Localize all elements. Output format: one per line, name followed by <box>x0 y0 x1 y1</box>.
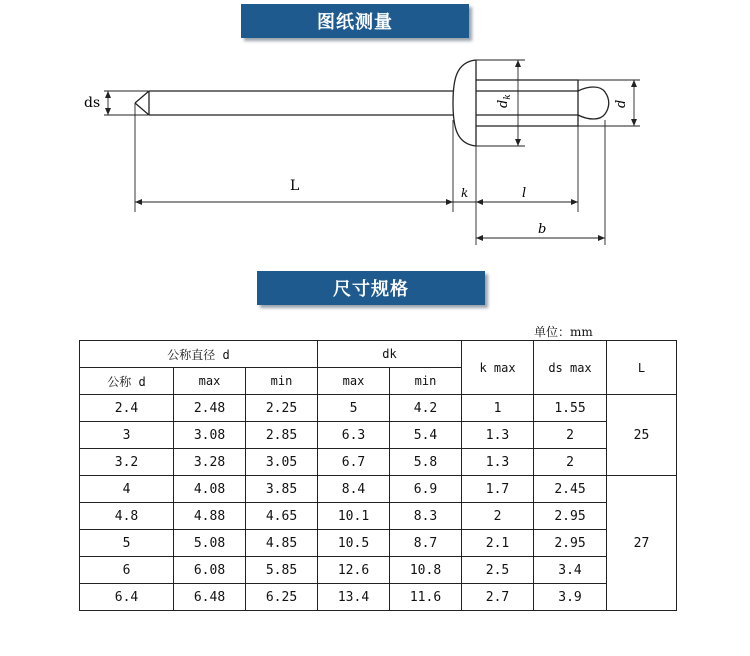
k-label: k <box>461 186 469 200</box>
header-d-min: min <box>246 368 318 395</box>
cell-dk-min: 10.8 <box>390 557 462 584</box>
rivet-dimension-drawing <box>0 40 750 260</box>
cell-k-max: 1.3 <box>462 422 534 449</box>
cell-d: 4.8 <box>80 503 174 530</box>
spec-section-banner <box>257 271 485 305</box>
cell-dk-min: 5.8 <box>390 449 462 476</box>
cell-d: 6 <box>80 557 174 584</box>
spec-section-title: 尺寸规格 <box>333 279 409 300</box>
cell-dk-min: 8.3 <box>390 503 462 530</box>
cell-ds-max: 3.4 <box>534 557 607 584</box>
cell-dk-min: 5.4 <box>390 422 462 449</box>
rivet-head <box>453 60 476 146</box>
cell-ds-max: 2.45 <box>534 476 607 503</box>
mandrel-shaft <box>135 91 453 115</box>
table-row <box>80 476 677 503</box>
cell-d-max: 3.28 <box>174 449 246 476</box>
ds-label: ds <box>84 95 101 111</box>
header-L: L <box>607 341 677 395</box>
table-row <box>80 503 677 530</box>
cell-k-max: 2 <box>462 503 534 530</box>
cell-ds-max: 2 <box>534 449 607 476</box>
header-dk-max: max <box>318 368 390 395</box>
header-ds-max: ds max <box>534 341 607 395</box>
cell-dk-max: 6.3 <box>318 422 390 449</box>
cell-d: 3 <box>80 422 174 449</box>
cell-k-max: 1 <box>462 395 534 422</box>
cell-d-min: 2.85 <box>246 422 318 449</box>
cell-d-max: 4.08 <box>174 476 246 503</box>
cell-dk-max: 8.4 <box>318 476 390 503</box>
cell-d-max: 4.88 <box>174 503 246 530</box>
cell-dk-max: 5 <box>318 395 390 422</box>
cell-k-max: 2.1 <box>462 530 534 557</box>
cell-k-max: 2.5 <box>462 557 534 584</box>
cell-d-max: 5.08 <box>174 530 246 557</box>
cell-d: 2.4 <box>80 395 174 422</box>
drawing-section-banner <box>241 4 469 38</box>
cell-dk-max: 13.4 <box>318 584 390 611</box>
cell-k-max: 1.7 <box>462 476 534 503</box>
cell-d-min: 5.85 <box>246 557 318 584</box>
cell-dk-min: 11.6 <box>390 584 462 611</box>
dk-label: $d_k$ <box>496 94 513 108</box>
cell-k-max: 1.3 <box>462 449 534 476</box>
cell-d-max: 6.08 <box>174 557 246 584</box>
table-row <box>80 395 677 422</box>
spec-table <box>79 340 677 611</box>
cell-d-max: 6.48 <box>174 584 246 611</box>
L-label: L <box>290 178 300 194</box>
unit-label: 单位：mm <box>534 325 593 339</box>
cell-d-min: 4.65 <box>246 503 318 530</box>
header-d-group: 公称直径 d <box>80 341 318 368</box>
cell-ds-max: 2 <box>534 422 607 449</box>
cell-dk-max: 12.6 <box>318 557 390 584</box>
table-row <box>80 584 677 611</box>
cell-ds-max: 2.95 <box>534 503 607 530</box>
cell-dk-min: 6.9 <box>390 476 462 503</box>
mandrel-head <box>578 87 609 119</box>
cell-dk-min: 8.7 <box>390 530 462 557</box>
table-header-row <box>80 341 677 368</box>
cell-L-group-2: 27 <box>607 476 677 611</box>
cell-L-group-1: 25 <box>607 395 677 476</box>
cell-d: 5 <box>80 530 174 557</box>
cell-dk-min: 4.2 <box>390 395 462 422</box>
b-label: b <box>538 222 547 237</box>
cell-d-max: 3.08 <box>174 422 246 449</box>
cell-d-min: 6.25 <box>246 584 318 611</box>
cell-d-min: 2.25 <box>246 395 318 422</box>
cell-d: 3.2 <box>80 449 174 476</box>
table-row <box>80 557 677 584</box>
cell-d-max: 2.48 <box>174 395 246 422</box>
cell-k-max: 2.7 <box>462 584 534 611</box>
cell-d-min: 4.85 <box>246 530 318 557</box>
header-nominal-d: 公称 d <box>80 368 174 395</box>
header-d-max: max <box>174 368 246 395</box>
d-label: d <box>614 99 629 108</box>
table-row <box>80 449 677 476</box>
l-label: l <box>522 186 527 201</box>
cell-dk-max: 10.5 <box>318 530 390 557</box>
cell-ds-max: 1.55 <box>534 395 607 422</box>
cell-ds-max: 2.95 <box>534 530 607 557</box>
cell-dk-max: 6.7 <box>318 449 390 476</box>
cell-d-min: 3.85 <box>246 476 318 503</box>
cell-d: 6.4 <box>80 584 174 611</box>
rivet-body <box>476 80 578 126</box>
header-dk-min: min <box>390 368 462 395</box>
cell-d-min: 3.05 <box>246 449 318 476</box>
header-k-max: k max <box>462 341 534 395</box>
table-row <box>80 422 677 449</box>
header-dk-group: dk <box>318 341 462 368</box>
cell-dk-max: 10.1 <box>318 503 390 530</box>
table-row <box>80 530 677 557</box>
cell-d: 4 <box>80 476 174 503</box>
cell-ds-max: 3.9 <box>534 584 607 611</box>
drawing-section-title: 图纸测量 <box>317 12 393 33</box>
